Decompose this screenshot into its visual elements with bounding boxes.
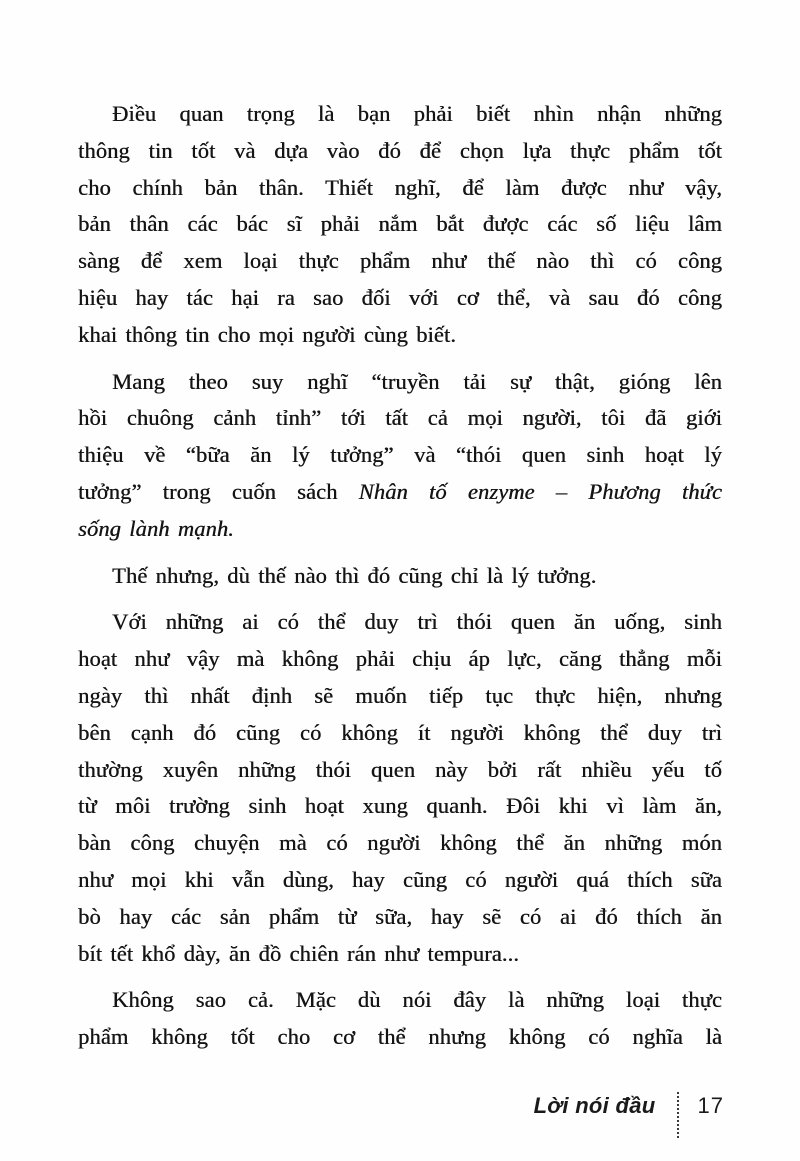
text-line xyxy=(78,400,722,437)
text-segment: như mọi khi vẫn dùng, hay cũng có người quá thích sữa xyxy=(78,866,722,892)
text-segment: Không sao cả. Mặc dù nói đây là những loại thực xyxy=(112,987,722,1013)
text-line xyxy=(78,899,722,936)
text-line xyxy=(78,715,722,752)
text-segment: Thế nhưng, dù thế nào thì đó cũng chỉ là lý tưởng. xyxy=(112,562,597,588)
text-segment: bản thân các bác sĩ phải nắm bắt được các số liệu lâm xyxy=(78,211,722,237)
text-line xyxy=(78,206,722,243)
text-segment: Mang theo suy nghĩ “truyền tải sự thật, gióng lên xyxy=(112,368,722,394)
text-line xyxy=(78,1019,722,1056)
paragraph xyxy=(78,96,722,354)
text-segment: Với những ai có thể duy trì thói quen ăn uống, sinh xyxy=(112,609,722,635)
footer-divider xyxy=(677,1092,679,1138)
text-segment: tưởng” trong cuốn sách xyxy=(78,478,359,504)
text-line xyxy=(78,243,722,280)
text-line xyxy=(78,788,722,825)
text-segment: ngày thì nhất định sẽ muốn tiếp tục thực hiện, nhưng xyxy=(78,682,722,708)
page-number: 17 xyxy=(697,1093,724,1118)
text-line xyxy=(78,280,722,317)
paragraph xyxy=(78,364,722,548)
text-segment: thiệu về “bữa ăn lý tưởng” và “thói quen sinh hoạt lý xyxy=(78,442,722,468)
text-line xyxy=(78,862,722,899)
book-title-italic: Nhân tố enzyme – Phương thức xyxy=(358,478,722,504)
text-segment: Điều quan trọng là bạn phải biết nhìn nhận những xyxy=(112,101,722,126)
text-line xyxy=(78,317,722,354)
paragraph xyxy=(78,558,722,595)
text-line xyxy=(78,604,722,641)
text-segment: thường xuyên những thói quen này bởi rất nhiều yếu tố xyxy=(78,756,722,782)
text-line xyxy=(78,133,722,170)
page-footer xyxy=(534,1090,724,1138)
text-line xyxy=(78,474,722,511)
text-line xyxy=(78,511,722,548)
paragraph xyxy=(78,604,722,972)
paragraph xyxy=(78,982,722,1056)
text-segment: hồi chuông cảnh tỉnh” tới tất cả mọi người, tôi đã giới xyxy=(78,405,722,431)
text-line xyxy=(78,641,722,678)
text-segment: bên cạnh đó cũng có không ít người không thể duy trì xyxy=(78,719,722,745)
text-segment: bàn công chuyện mà có người không thể ăn những món xyxy=(78,830,722,856)
text-segment: cho chính bản thân. Thiết nghĩ, để làm được như vậy, xyxy=(78,174,722,200)
text-line xyxy=(78,982,722,1019)
text-line xyxy=(78,678,722,715)
text-line xyxy=(78,437,722,474)
text-segment: bò hay các sản phẩm từ sữa, hay sẽ có ai đó thích ăn xyxy=(78,903,722,929)
running-footer-section-title: Lời nói đầu xyxy=(533,1093,656,1118)
text-line xyxy=(78,825,722,862)
text-line xyxy=(78,558,722,595)
text-segment: sàng để xem loại thực phẩm như thế nào thì có công xyxy=(78,248,722,274)
text-line xyxy=(78,752,722,789)
text-segment: khai thông tin cho mọi người cùng biết. xyxy=(78,321,456,347)
text-segment: bít tết khổ dày, ăn đồ chiên rán như tempura... xyxy=(78,940,519,966)
text-segment: từ môi trường sinh hoạt xung quanh. Đôi khi vì làm ăn, xyxy=(78,793,722,819)
text-segment: hiệu hay tác hại ra sao đối với cơ thể, và sau đó công xyxy=(78,284,722,310)
book-title-italic: sống lành mạnh. xyxy=(78,515,234,541)
text-line xyxy=(78,170,722,207)
text-line xyxy=(78,936,722,973)
text-segment: thông tin tốt và dựa vào đó để chọn lựa thực phẩm tốt xyxy=(78,137,722,163)
text-line xyxy=(78,364,722,401)
body-text xyxy=(78,96,722,1066)
text-segment: phẩm không tốt cho cơ thể nhưng không có nghĩa là xyxy=(78,1024,722,1050)
text-line xyxy=(78,96,722,133)
text-segment: hoạt như vậy mà không phải chịu áp lực, căng thẳng mỗi xyxy=(78,646,722,672)
